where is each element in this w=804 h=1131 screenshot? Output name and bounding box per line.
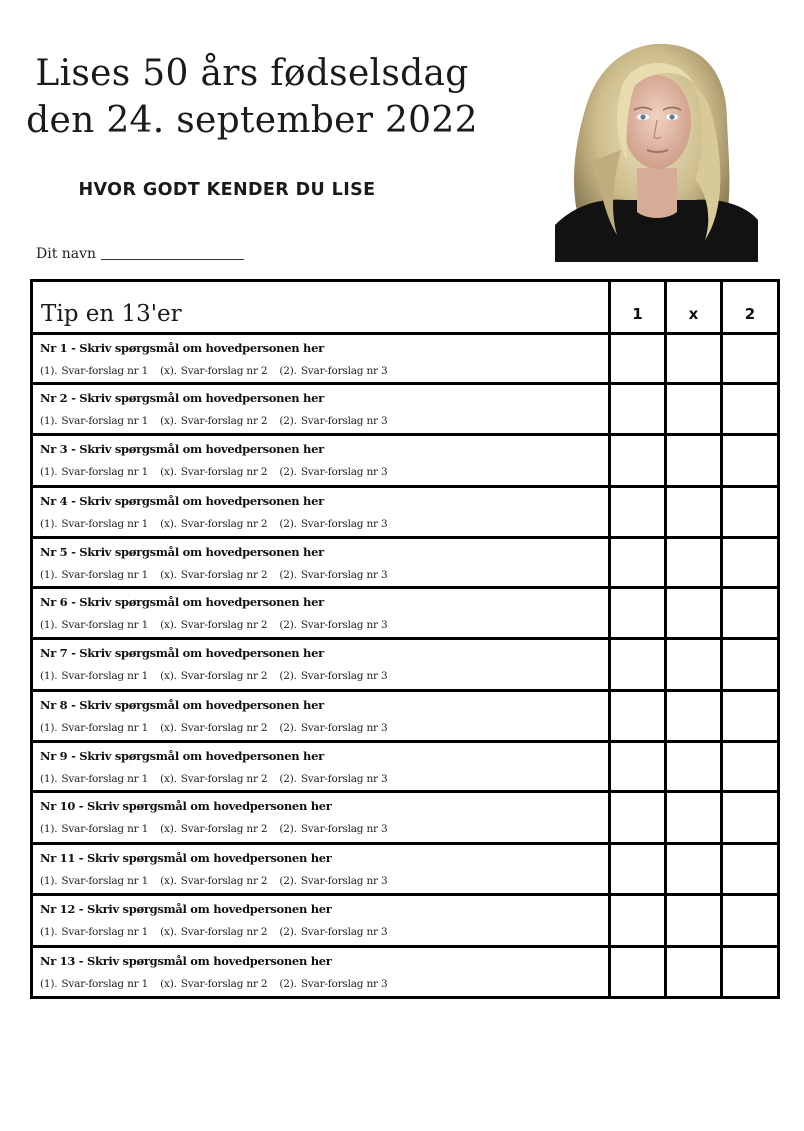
tip-box-x[interactable] (666, 639, 722, 691)
answer-option-label: (x). (160, 926, 177, 938)
answer-option-label: (1). (40, 619, 58, 631)
table-title: Tip en 13'er (32, 281, 610, 334)
answer-option (40, 619, 148, 631)
tip-box-1[interactable] (610, 742, 666, 792)
answer-option-label: (x). (160, 875, 177, 887)
question-cell (32, 895, 610, 947)
tip-box-2[interactable] (722, 742, 779, 792)
question-title: Nr 11 - Skriv spørgsmål om hovedpersonen her (40, 851, 332, 865)
answer-option-label: (2). (279, 466, 297, 478)
question-cell (32, 844, 610, 895)
answer-options (40, 670, 608, 682)
answer-options (40, 415, 608, 427)
tip-box-2[interactable] (722, 792, 779, 844)
table-row (32, 792, 779, 844)
answer-option-text: Svar-forslag nr 1 (61, 569, 149, 581)
answer-option-label: (x). (160, 466, 177, 478)
answer-option-text: Svar-forslag nr 1 (61, 670, 149, 682)
portrait-image (555, 40, 758, 262)
answer-options (40, 518, 608, 530)
tip-box-2[interactable] (722, 639, 779, 691)
answer-option-label: (x). (160, 518, 177, 530)
question-title: Nr 12 - Skriv spørgsmål om hovedpersonen her (40, 902, 332, 916)
tip-box-1[interactable] (610, 639, 666, 691)
answer-options (40, 875, 608, 887)
answer-option-label: (1). (40, 875, 58, 887)
tip-box-x[interactable] (666, 792, 722, 844)
answer-option (160, 773, 267, 785)
question-title: Nr 10 - Skriv spørgsmål om hovedpersonen her (40, 799, 332, 813)
answer-option (279, 365, 387, 377)
answer-option-text: Svar-forslag nr 3 (300, 722, 388, 734)
answer-option (160, 365, 267, 377)
answer-option-text: Svar-forslag nr 1 (61, 722, 149, 734)
column-header-1: 1 (610, 281, 666, 334)
tip-box-2[interactable] (722, 588, 779, 639)
answer-option-text: Svar-forslag nr 2 (180, 365, 268, 377)
tip-box-1[interactable] (610, 435, 666, 487)
answer-option-text: Svar-forslag nr 1 (61, 415, 149, 427)
answer-options (40, 926, 608, 938)
question-cell (32, 691, 610, 742)
answer-option (40, 365, 148, 377)
question-cell (32, 947, 610, 998)
question-cell (32, 639, 610, 691)
tip-box-2[interactable] (722, 844, 779, 895)
column-header-2: 2 (722, 281, 779, 334)
tip-box-x[interactable] (666, 947, 722, 998)
table-row (32, 487, 779, 538)
answer-option-label: (1). (40, 823, 58, 835)
answer-option (160, 978, 267, 990)
tip-box-x[interactable] (666, 588, 722, 639)
answer-option (160, 926, 267, 938)
answer-option-text: Svar-forslag nr 3 (300, 619, 388, 631)
question-cell (32, 435, 610, 487)
answer-option-label: (2). (279, 619, 297, 631)
tip-box-2[interactable] (722, 487, 779, 538)
tip-box-2[interactable] (722, 947, 779, 998)
answer-option (160, 569, 267, 581)
answer-option (279, 619, 387, 631)
question-cell (32, 334, 610, 384)
answer-option-label: (2). (279, 518, 297, 530)
question-title: Nr 9 - Skriv spørgsmål om hovedpersonen her (40, 749, 324, 763)
answer-option-text: Svar-forslag nr 3 (300, 773, 388, 785)
answer-option-label: (x). (160, 773, 177, 785)
tip-box-1[interactable] (610, 895, 666, 947)
name-label: Dit navn (36, 246, 97, 262)
table-row (32, 334, 779, 384)
coupon-table (30, 279, 780, 999)
answer-options (40, 365, 608, 377)
answer-option-label: (1). (40, 466, 58, 478)
tip-box-x[interactable] (666, 742, 722, 792)
tip-box-1[interactable] (610, 487, 666, 538)
answer-option-text: Svar-forslag nr 2 (180, 415, 268, 427)
question-list (32, 334, 779, 998)
answer-option-text: Svar-forslag nr 1 (61, 518, 149, 530)
answer-option-label: (x). (160, 569, 177, 581)
tip-box-2[interactable] (722, 435, 779, 487)
name-field[interactable] (36, 245, 244, 262)
answer-option-text: Svar-forslag nr 1 (61, 926, 149, 938)
answer-option (40, 823, 148, 835)
answer-option-label: (1). (40, 926, 58, 938)
answer-option (160, 518, 267, 530)
question-title: Nr 6 - Skriv spørgsmål om hovedpersonen her (40, 595, 324, 609)
answer-option-text: Svar-forslag nr 3 (300, 926, 388, 938)
answer-option-text: Svar-forslag nr 1 (61, 823, 149, 835)
answer-option-label: (2). (279, 773, 297, 785)
answer-option (40, 466, 148, 478)
answer-options (40, 722, 608, 734)
answer-option (40, 569, 148, 581)
question-cell (32, 588, 610, 639)
answer-option-text: Svar-forslag nr 3 (300, 365, 388, 377)
answer-option-label: (x). (160, 670, 177, 682)
answer-option-label: (x). (160, 978, 177, 990)
title-line-2: den 24. september 2022 (26, 100, 478, 141)
page-title (22, 50, 482, 144)
answer-option (40, 415, 148, 427)
answer-option (40, 518, 148, 530)
answer-option-text: Svar-forslag nr 2 (180, 978, 268, 990)
answer-option (279, 926, 387, 938)
answer-option-text: Svar-forslag nr 3 (300, 978, 388, 990)
table-row (32, 538, 779, 588)
tip-box-x[interactable] (666, 334, 722, 384)
name-blank-line[interactable] (101, 245, 244, 260)
tip-box-x[interactable] (666, 895, 722, 947)
answer-option-text: Svar-forslag nr 3 (300, 415, 388, 427)
answer-option-label: (1). (40, 415, 58, 427)
answer-option-text: Svar-forslag nr 1 (61, 619, 149, 631)
question-title: Nr 7 - Skriv spørgsmål om hovedpersonen her (40, 646, 324, 660)
answer-option-text: Svar-forslag nr 3 (300, 670, 388, 682)
tip-box-2[interactable] (722, 691, 779, 742)
answer-option-label: (2). (279, 569, 297, 581)
answer-option-text: Svar-forslag nr 2 (180, 466, 268, 478)
question-cell (32, 487, 610, 538)
column-header-x: x (666, 281, 722, 334)
table-row (32, 435, 779, 487)
answer-option (279, 875, 387, 887)
answer-option-text: Svar-forslag nr 2 (180, 569, 268, 581)
answer-option (279, 518, 387, 530)
answer-option-label: (1). (40, 773, 58, 785)
tip-box-2[interactable] (722, 538, 779, 588)
answer-option-text: Svar-forslag nr 3 (300, 569, 388, 581)
table-row (32, 588, 779, 639)
question-title: Nr 2 - Skriv spørgsmål om hovedpersonen her (40, 391, 324, 405)
answer-option (40, 926, 148, 938)
answer-option (160, 875, 267, 887)
answer-option (40, 670, 148, 682)
answer-option-text: Svar-forslag nr 3 (300, 875, 388, 887)
answer-option-label: (x). (160, 722, 177, 734)
answer-option (279, 722, 387, 734)
answer-option (160, 619, 267, 631)
answer-option-label: (2). (279, 722, 297, 734)
answer-option-label: (1). (40, 518, 58, 530)
table-row (32, 844, 779, 895)
question-cell (32, 538, 610, 588)
answer-option-label: (x). (160, 619, 177, 631)
answer-option (40, 978, 148, 990)
tip-box-x[interactable] (666, 691, 722, 742)
tip-box-x[interactable] (666, 538, 722, 588)
tip-box-2[interactable] (722, 384, 779, 435)
answer-option (279, 670, 387, 682)
answer-option-label: (1). (40, 365, 58, 377)
table-row (32, 895, 779, 947)
tip-box-2[interactable] (722, 895, 779, 947)
answer-option-text: Svar-forslag nr 3 (300, 518, 388, 530)
answer-options (40, 466, 608, 478)
answer-option-text: Svar-forslag nr 2 (180, 670, 268, 682)
answer-option-text: Svar-forslag nr 1 (61, 773, 149, 785)
answer-option (279, 569, 387, 581)
answer-option-label: (x). (160, 415, 177, 427)
answer-option-label: (1). (40, 569, 58, 581)
answer-option-text: Svar-forslag nr 2 (180, 518, 268, 530)
answer-option-text: Svar-forslag nr 1 (61, 978, 149, 990)
answer-option-text: Svar-forslag nr 1 (61, 875, 149, 887)
title-line-1: Lises 50 års fødselsdag (35, 53, 469, 94)
tip-box-1[interactable] (610, 334, 666, 384)
answer-option-label: (2). (279, 823, 297, 835)
subtitle: HVOR GODT KENDER DU LISE (78, 180, 376, 200)
question-cell (32, 742, 610, 792)
table-header-row (32, 281, 779, 334)
answer-option-label: (1). (40, 722, 58, 734)
tip-box-x[interactable] (666, 435, 722, 487)
answer-option-label: (2). (279, 875, 297, 887)
tip-box-x[interactable] (666, 844, 722, 895)
answer-option (160, 823, 267, 835)
answer-option-text: Svar-forslag nr 3 (300, 823, 388, 835)
answer-options (40, 773, 608, 785)
answer-options (40, 619, 608, 631)
tip-box-2[interactable] (722, 334, 779, 384)
answer-option-label: (1). (40, 978, 58, 990)
tip-box-1[interactable] (610, 947, 666, 998)
answer-option (40, 773, 148, 785)
tip-box-x[interactable] (666, 384, 722, 435)
answer-option-label: (1). (40, 670, 58, 682)
answer-option-text: Svar-forslag nr 2 (180, 926, 268, 938)
answer-option-label: (2). (279, 365, 297, 377)
tip-box-1[interactable] (610, 588, 666, 639)
question-title: Nr 8 - Skriv spørgsmål om hovedpersonen her (40, 698, 324, 712)
question-title: Nr 5 - Skriv spørgsmål om hovedpersonen her (40, 545, 324, 559)
answer-option-text: Svar-forslag nr 2 (180, 722, 268, 734)
question-title: Nr 1 - Skriv spørgsmål om hovedpersonen her (40, 341, 324, 355)
answer-option-text: Svar-forslag nr 1 (61, 466, 149, 478)
tip-box-1[interactable] (610, 844, 666, 895)
tip-box-x[interactable] (666, 487, 722, 538)
answer-option (279, 978, 387, 990)
answer-option-label: (x). (160, 365, 177, 377)
answer-option-label: (2). (279, 415, 297, 427)
answer-option-text: Svar-forslag nr 2 (180, 773, 268, 785)
table-row (32, 742, 779, 792)
answer-option-label: (x). (160, 823, 177, 835)
tip-box-1[interactable] (610, 538, 666, 588)
question-cell (32, 384, 610, 435)
table-row (32, 384, 779, 435)
answer-option-text: Svar-forslag nr 2 (180, 823, 268, 835)
answer-option (160, 466, 267, 478)
answer-option-text: Svar-forslag nr 2 (180, 875, 268, 887)
answer-option-label: (2). (279, 926, 297, 938)
question-cell (32, 792, 610, 844)
answer-option (160, 670, 267, 682)
answer-option (279, 466, 387, 478)
answer-option (40, 722, 148, 734)
table-row (32, 639, 779, 691)
tip-box-1[interactable] (610, 691, 666, 742)
answer-option-text: Svar-forslag nr 1 (61, 365, 149, 377)
table-row (32, 947, 779, 998)
tip-box-1[interactable] (610, 792, 666, 844)
answer-option-label: (2). (279, 978, 297, 990)
answer-option-label: (2). (279, 670, 297, 682)
answer-option (160, 722, 267, 734)
portrait-photo (555, 40, 758, 262)
answer-option (279, 415, 387, 427)
answer-options (40, 569, 608, 581)
answer-option-text: Svar-forslag nr 2 (180, 619, 268, 631)
answer-options (40, 823, 608, 835)
question-title: Nr 13 - Skriv spørgsmål om hovedpersonen her (40, 954, 332, 968)
answer-option-text: Svar-forslag nr 3 (300, 466, 388, 478)
tip-box-1[interactable] (610, 384, 666, 435)
answer-option (160, 415, 267, 427)
table-row (32, 691, 779, 742)
question-title: Nr 3 - Skriv spørgsmål om hovedpersonen her (40, 442, 324, 456)
answer-option (40, 875, 148, 887)
answer-option (279, 823, 387, 835)
answer-options (40, 978, 608, 990)
question-title: Nr 4 - Skriv spørgsmål om hovedpersonen her (40, 494, 324, 508)
answer-option (279, 773, 387, 785)
